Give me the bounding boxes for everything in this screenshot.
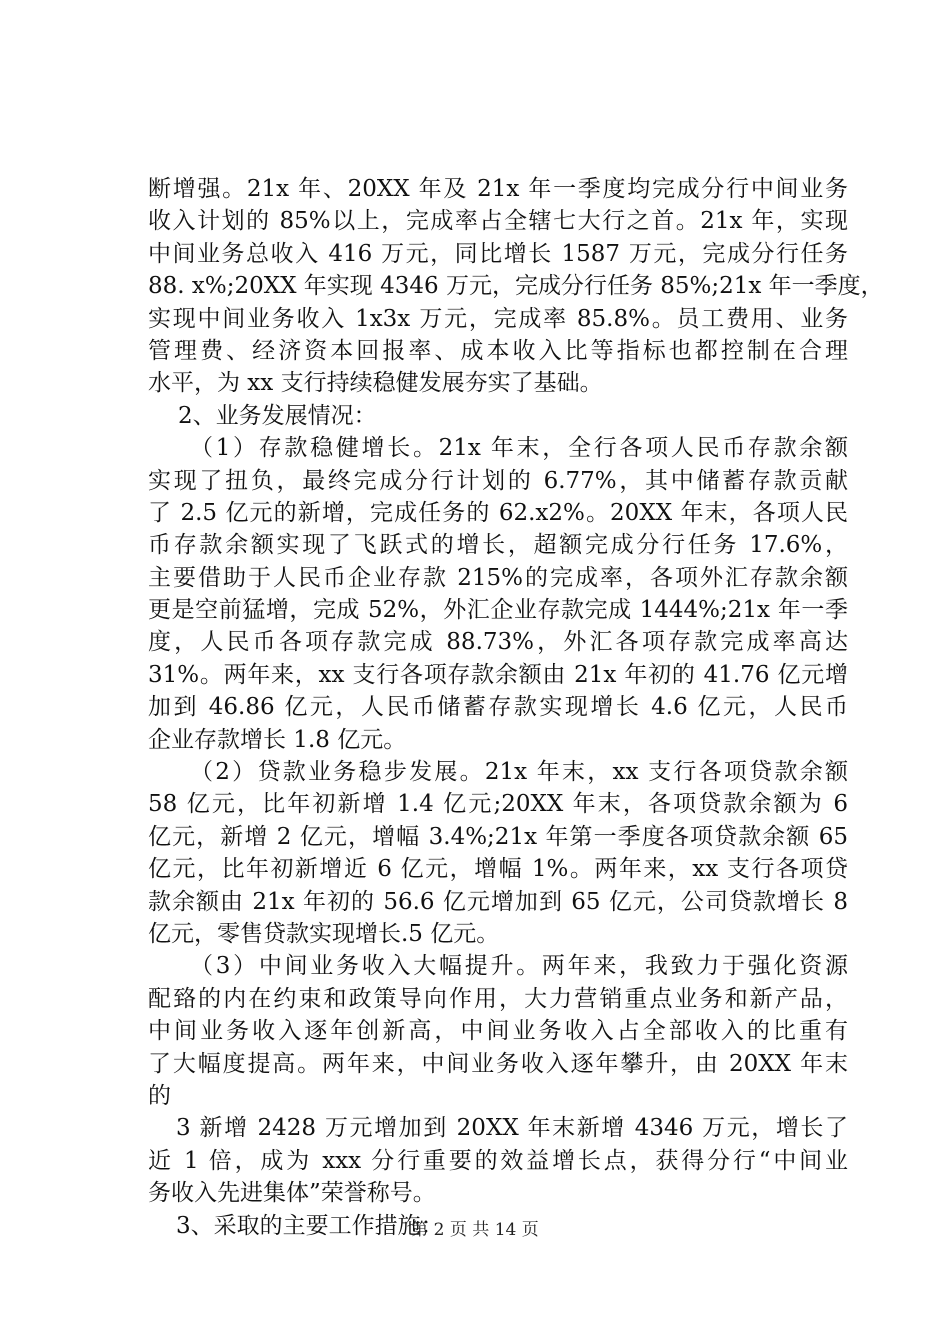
section-heading: 3、采取的主要工作措施：	[176, 1212, 444, 1239]
paragraph-line: （3）中间业务收入大幅提升。两年来，我致力于强化资源	[190, 953, 848, 980]
paragraph-line: 的	[148, 1082, 171, 1109]
paragraph-line: 收入计划的 85%以上，完成率占全辖七大行之首。21x 年，实现	[148, 208, 848, 235]
paragraph-line: 加到 46.86 亿元，人民币储蓄存款实现增长 4.6 亿元，人民币	[148, 694, 848, 721]
paragraph-line: 务收入先进集体”荣誉称号。	[148, 1180, 436, 1207]
paragraph-line: 了大幅度提高。两年来，中间业务收入逐年攀升，由 20XX 年末	[148, 1050, 848, 1077]
paragraph-line: 管理费、经济资本回报率、成本收入比等指标也都控制在合理	[148, 337, 848, 364]
paragraph-line: 58 亿元，比年初新增 1.4 亿元;20XX 年末，各项贷款余额为 6	[148, 791, 848, 818]
paragraph-line: 款余额由 21x 年初的 56.6 亿元增加到 65 亿元，公司贷款增长 8	[148, 888, 848, 915]
paragraph-line: 了 2.5 亿元的新增，完成任务的 62.x2%。20XX 年末，各项人民	[148, 499, 848, 526]
paragraph-line: 中间业务总收入 416 万元，同比增长 1587 万元，完成分行任务	[148, 240, 848, 267]
paragraph-line: 币存款余额实现了飞跃式的增长，超额完成分行任务 17.6%，	[148, 532, 848, 559]
paragraph-line: 中间业务收入逐年创新高，中间业务收入占全部收入的比重有	[148, 1018, 848, 1045]
document-body	[148, 173, 884, 1242]
paragraph-line: 亿元，零售贷款实现增长.5 亿元。	[148, 920, 500, 947]
paragraph-line: 水平，为 xx 支行持续稳健发展夯实了基础。	[148, 370, 603, 397]
paragraph-line: 实现中间业务收入 1x3x 万元，完成率 85.8%。员工费用、业务	[148, 305, 848, 332]
paragraph-line: 实现了扭负，最终完成分行计划的 6.77%，其中储蓄存款贡献	[148, 467, 848, 494]
paragraph-line: 亿元，新增 2 亿元，增幅 3.4%;21x 年第一季度各项贷款余额 65	[148, 823, 848, 850]
paragraph-line: 3 新增 2428 万元增加到 20XX 年末新增 4346 万元，增长了	[176, 1115, 848, 1142]
paragraph-line: 主要借助于人民币企业存款 215%的完成率，各项外汇存款余额	[148, 564, 848, 591]
paragraph-line: （2）贷款业务稳步发展。21x 年末，xx 支行各项贷款余额	[190, 759, 848, 786]
section-heading: 2、业务发展情况：	[178, 402, 377, 429]
paragraph-line: 31%。两年来，xx 支行各项存款余额由 21x 年初的 41.76 亿元增	[148, 661, 848, 688]
paragraph-line: 配臵的内在约束和政策导向作用，大力营销重点业务和新产品，	[148, 985, 848, 1012]
paragraph-line: 断增强。21x 年、20XX 年及 21x 年一季度均完成分行中间业务	[148, 176, 848, 202]
paragraph-line: （1）存款稳健增长。21x 年末，全行各项人民币存款余额	[190, 435, 848, 462]
paragraph-line: 88. x%;20XX 年实现 4346 万元，完成分行任务 85%;21x 年一季度，	[148, 273, 884, 300]
page-number-footer: 第 2 页 共 14 页	[411, 1220, 539, 1240]
paragraph-line: 更是空前猛增，完成 52%，外汇企业存款完成 1444%;21x 年一季	[148, 597, 848, 624]
paragraph-line: 企业存款增长 1.8 亿元。	[148, 726, 407, 753]
paragraph-line: 近 1 倍，成为 xxx 分行重要的效益增长点，获得分行“中间业	[148, 1147, 848, 1174]
paragraph-line: 度，人民币各项存款完成 88.73%，外汇各项存款完成率高达	[148, 629, 848, 656]
paragraph-line: 亿元，比年初新增近 6 亿元，增幅 1%。两年来，xx 支行各项贷	[148, 856, 848, 883]
